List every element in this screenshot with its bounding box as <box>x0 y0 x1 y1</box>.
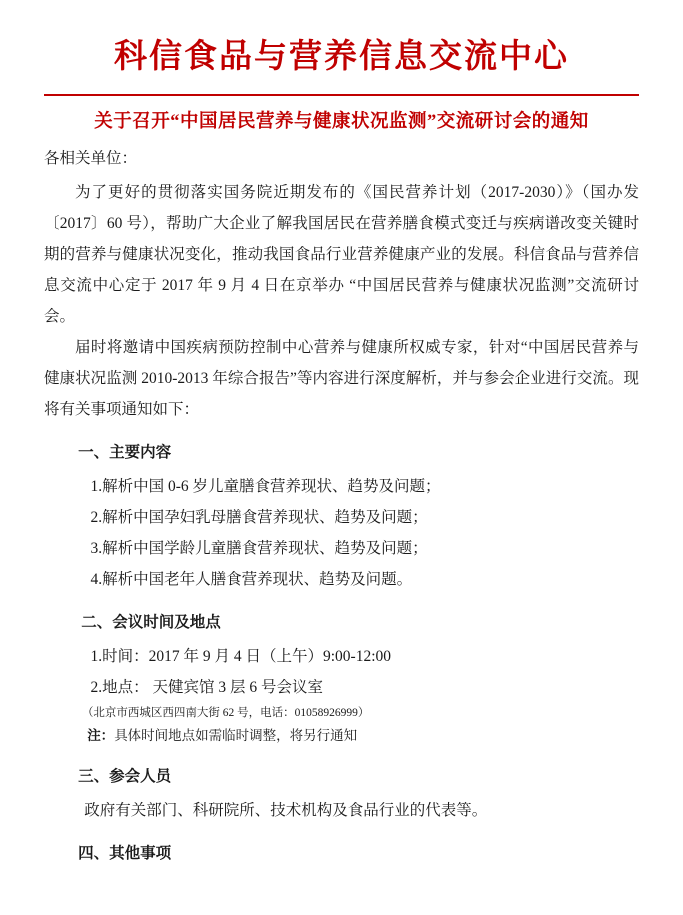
section-heading-4: 四、其他事项 <box>78 844 172 862</box>
list-item: 2.地点： 天健宾馆 3 层 6 号会议室 <box>90 678 324 696</box>
section-heading-3: 三、参会人员 <box>78 767 172 785</box>
note-text: 具体时间地点如需临时调整，将另行通知 <box>114 728 358 744</box>
organization-title: 科信食品与营养信息交流中心 <box>114 39 569 75</box>
body-paragraph-2: 届时将邀请中国疾病预防控制中心营养与健康所权威专家，针对“中国居民营养与健康状况监测 2010-2013 年综合报告”等内容进行深度解析，并与参会企业进行交流。现将有关事项通知如下： <box>44 338 639 418</box>
list-item: 1.解析中国 0-6 岁儿童膳食营养现状、趋势及问题； <box>90 477 441 495</box>
schedule-note <box>44 723 639 749</box>
body-paragraph-1: 为了更好的贯彻落实国务院近期发布的《国民营养计划（2017-2030）》（国办发〔2017〕60 号），帮助广大企业了解我国居民在营养膳食模式变迁与疾病谱改变关键时期的营养与健康状况变化，推动我国食品行业营养健康产业的发展。科信食品与营养信息交流中心定于 2017 年 9 月 4 日在京举办 “中国居民营养与健康状况监测”交流研讨会。 <box>44 183 639 325</box>
list-item: 2.解析中国孕妇乳母膳食营养现状、趋势及问题； <box>90 508 428 526</box>
section-heading-2: 二、会议时间及地点 <box>81 613 221 631</box>
list-item: 3.解析中国学龄儿童膳食营养现状、趋势及问题； <box>90 539 428 557</box>
section-3-paragraph: 政府有关部门、科研院所、技术机构及食品行业的代表等。 <box>84 801 488 819</box>
section-1-list <box>44 471 639 595</box>
list-item: 1.时间：2017 年 9 月 4 日（上午）9:00-12:00 <box>90 647 392 665</box>
salutation: 各相关单位： <box>44 150 138 168</box>
venue-address-note: （北京市西城区西四南大街 62 号，电话：01058926999） <box>81 706 370 719</box>
list-item: 4.解析中国老年人膳食营养现状、趋势及问题。 <box>90 570 413 588</box>
masthead-divider <box>44 94 639 96</box>
masthead <box>44 0 639 84</box>
section-2-list <box>44 641 639 703</box>
note-label: 注： <box>87 728 115 744</box>
page-title: 关于召开“中国居民营养与健康状况监测”交流研讨会的通知 <box>94 111 589 132</box>
section-heading-1: 一、主要内容 <box>78 443 172 461</box>
